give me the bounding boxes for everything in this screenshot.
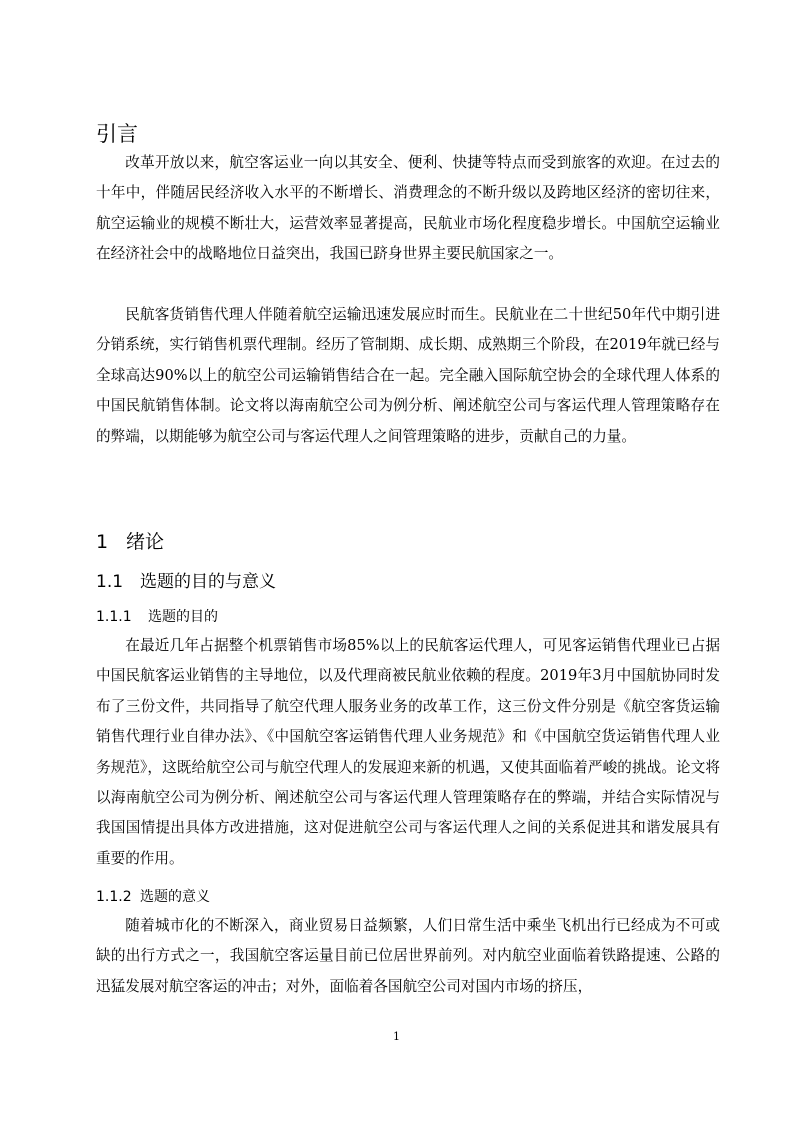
subsection-title-1: 选题的目的 — [148, 609, 218, 625]
subsection-heading-1 — [96, 606, 218, 626]
subsection-number-1: 1.1.1 — [96, 609, 132, 625]
chapter-number: 1 — [96, 531, 109, 553]
subsection-title-2: 选题的意义 — [140, 889, 210, 905]
section-number: 1.1 — [96, 572, 124, 592]
intro-paragraph-1: 改革开放以来，航空客运业一向以其安全、便利、快捷等特点而受到旅客的欢迎。在过去的十年中，伴随居民经济收入水平的不断增长、消费理念的不断升级以及跨地区经济的密切往来，航空运输业的规模不断壮大，运营效率显著提高，民航业市场化程度稳步增长。中国航空运输业在经济社会中的战略地位日益突出，我国已跻身世界主要民航国家之一。 — [96, 154, 720, 263]
intro-heading: 引言 — [96, 122, 138, 146]
intro-paragraph-2: 民航客货销售代理人伴随着航空运输迅速发展应时而生。民航业在二十世纪50年代中期引进分销系统，实行销售机票代理制。经历了管制期、成长期、成熟期三个阶段，在2019年就已经与全球高达90%以上的航空公司运输销售结合在一起。完全融入国际航空协会的全球代理人体系的中国民航销售体制。论文将以海南航空公司为例分析、阐述航空公司与客运代理人管理策略存在的弊端，以期能够为航空公司与客运代理人之间管理策略的进步，贡献自己的力量。 — [96, 306, 720, 445]
section-title: 选题的目的与意义 — [140, 572, 276, 592]
subsection-paragraph-2: 随着城市化的不断深入，商业贸易日益频繁，人们日常生活中乘坐飞机出行已经成为不可或缺的出行方式之一，我国航空客运量目前已位居世界前列。对内航空业面临着铁路提速、公路的迅猛发展对航空客运的冲击；对外，面临着各国航空公司对国内市场的挤压， — [96, 917, 720, 995]
page-number: 1 — [393, 1030, 400, 1043]
subsection-heading-2 — [96, 886, 210, 906]
subsection-number-2: 1.1.2 — [96, 889, 132, 905]
section-heading — [96, 567, 276, 592]
chapter-heading — [96, 527, 164, 554]
subsection-paragraph-1: 在最近几年占据整个机票销售市场85%以上的民航客运代理人，可见客运销售代理业已占据中国民航客运业销售的主导地位，以及代理商被民航业依赖的程度。2019年3月中国航协同时发布了三份文件，共同指导了航空代理人服务业务的改革工作，这三份文件分别是《航空客货运输销售代理行业自律办法》、《中国航空客运销售代理人业务规范》和《中国航空货运销售代理人业务规范》，这既给航空公司与航空代理人的发展迎来新的机遇，又使其面临着严峻的挑战。论文将以海南航空公司为例分析、阐述航空公司与客运代理人管理策略存在的弊端，并结合实际情况与我国国情提出具体方改进措施，这对促进航空公司与客运代理人之间的关系促进其和谐发展具有重要的作用。 — [96, 637, 720, 867]
chapter-title: 绪论 — [126, 531, 165, 553]
